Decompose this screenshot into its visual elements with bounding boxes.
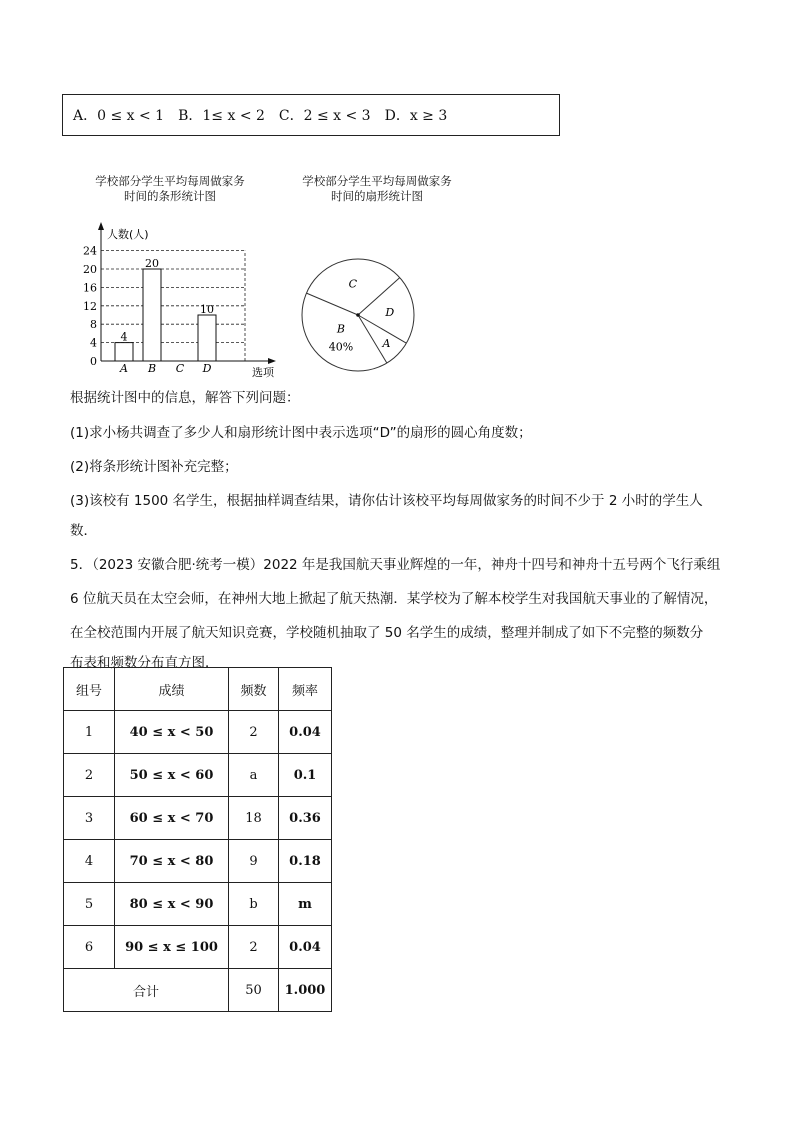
y-tick-label: 4 — [90, 336, 97, 350]
table-cell: 3 — [64, 797, 115, 840]
table-cell: 2 — [229, 711, 279, 754]
table-cell: 0.18 — [279, 840, 332, 883]
y-tick-label: 12 — [83, 299, 97, 313]
bar-title-line2: 时间的条形统计图 — [124, 189, 216, 203]
table-row — [64, 969, 332, 1012]
y-tick-label: 24 — [83, 244, 97, 258]
table-row — [64, 926, 332, 969]
x-axis-label: 选项 — [252, 366, 274, 379]
pie-title-line1: 学校部分学生平均每周做家务 — [302, 174, 452, 188]
x-tick-label: B — [147, 362, 157, 375]
table-cell: 2 — [64, 754, 115, 797]
x-tick-label: A — [120, 362, 128, 375]
pie-slice-label: A — [382, 337, 391, 351]
pie-title-line2: 时间的扇形统计图 — [331, 189, 423, 203]
y-tick-label: 0 — [90, 355, 97, 368]
table-cell: 80 ≤ x < 90 — [115, 883, 229, 926]
charts-svg — [0, 0, 794, 400]
table-cell: 频数 — [229, 668, 279, 711]
table-cell: 9 — [229, 840, 279, 883]
bar-value-label: 20 — [145, 257, 159, 270]
table-row — [64, 840, 332, 883]
y-axis-arrow-icon — [98, 222, 104, 230]
table-cell: 4 — [64, 840, 115, 883]
option-d: D．x ≥ 3 — [384, 108, 448, 124]
paragraph-line: 在全校范围内开展了航天知识竞赛，学校随机抽取了 50 名学生的成绩，整理并制成了如下不完整的频数分 — [70, 625, 704, 641]
paragraph-line: 6 位航天员在太空会师，在神州大地上掀起了航天热潮．某学校为了解本校学生对我国航天事业的了解情况， — [70, 591, 718, 607]
y-tick-label: 8 — [90, 318, 97, 332]
pie-slice-label: C — [348, 277, 357, 291]
bar — [143, 269, 161, 361]
paragraph-line: 5．（2023 安徽合肥·统考一模）2022 年是我国航天事业辉煌的一年，神舟十四号和神舟十五号两个飞行乘组 — [70, 557, 721, 573]
option-c: C．2 ≤ x < 3 — [278, 108, 371, 124]
table-cell: 0.1 — [279, 754, 332, 797]
table-cell: 2 — [229, 926, 279, 969]
pie-percent-label: 40% — [328, 340, 354, 354]
paragraph-line: (3)该校有 1500 名学生，根据抽样调查结果，请你估计该校平均每周做家务的时间不少于 2 小时的学生人 — [70, 493, 703, 509]
table-row — [64, 883, 332, 926]
x-tick-label: C — [175, 362, 185, 375]
table-row — [64, 797, 332, 840]
table-cell: 6 — [64, 926, 115, 969]
pie-center-dot — [356, 313, 360, 317]
table-cell: m — [279, 883, 332, 926]
table-cell: 70 ≤ x < 80 — [115, 840, 229, 883]
x-tick-label: D — [202, 362, 212, 375]
table-cell: 频率 — [279, 668, 332, 711]
table-cell: 90 ≤ x ≤ 100 — [115, 926, 229, 969]
table-cell: 0.04 — [279, 711, 332, 754]
table-row — [64, 668, 332, 711]
table-cell: 0.04 — [279, 926, 332, 969]
table-cell: 0.36 — [279, 797, 332, 840]
pie-slice-label: D — [385, 305, 395, 319]
table-cell: 60 ≤ x < 70 — [115, 797, 229, 840]
table-cell: 50 ≤ x < 60 — [115, 754, 229, 797]
bar — [115, 343, 133, 361]
paragraph-line: (2)将条形统计图补充完整； — [70, 459, 238, 475]
table-cell: 18 — [229, 797, 279, 840]
y-tick-label: 16 — [83, 281, 97, 295]
option-a: A．0 ≤ x < 1 — [73, 108, 165, 124]
table-cell: 组号 — [64, 668, 115, 711]
x-axis-arrow-icon — [268, 358, 276, 364]
table-cell: 40 ≤ x < 50 — [115, 711, 229, 754]
bar-title-line1: 学校部分学生平均每周做家务 — [95, 174, 245, 188]
bar-value-label: 4 — [120, 330, 128, 344]
y-axis-label: 人数(人) — [107, 228, 149, 241]
frequency-table — [63, 667, 332, 1012]
option-b: B．1≤ x < 2 — [178, 108, 265, 124]
table-cell: 1 — [64, 711, 115, 754]
table-cell: a — [229, 754, 279, 797]
bar — [198, 315, 216, 361]
table-cell: b — [229, 883, 279, 926]
table-row — [64, 711, 332, 754]
bar-value-label: 10 — [200, 303, 214, 316]
y-tick-label: 20 — [83, 263, 97, 276]
paragraph-line: 根据统计图中的信息，解答下列问题： — [70, 390, 300, 406]
table-row — [64, 754, 332, 797]
paragraph-line: (1)求小杨共调查了多少人和扇形统计图中表示选项“D”的扇形的圆心角度数； — [70, 425, 532, 441]
table-cell: 成绩 — [115, 668, 229, 711]
paragraph-line: 数． — [70, 523, 97, 539]
table-cell: 合计 — [64, 969, 229, 1012]
table-cell: 5 — [64, 883, 115, 926]
table-cell: 50 — [229, 969, 279, 1012]
paragraph-line: 布表和频数分布直方图． — [70, 655, 219, 671]
table-cell: 1.000 — [279, 969, 332, 1012]
pie-slice-label: B — [336, 322, 345, 336]
